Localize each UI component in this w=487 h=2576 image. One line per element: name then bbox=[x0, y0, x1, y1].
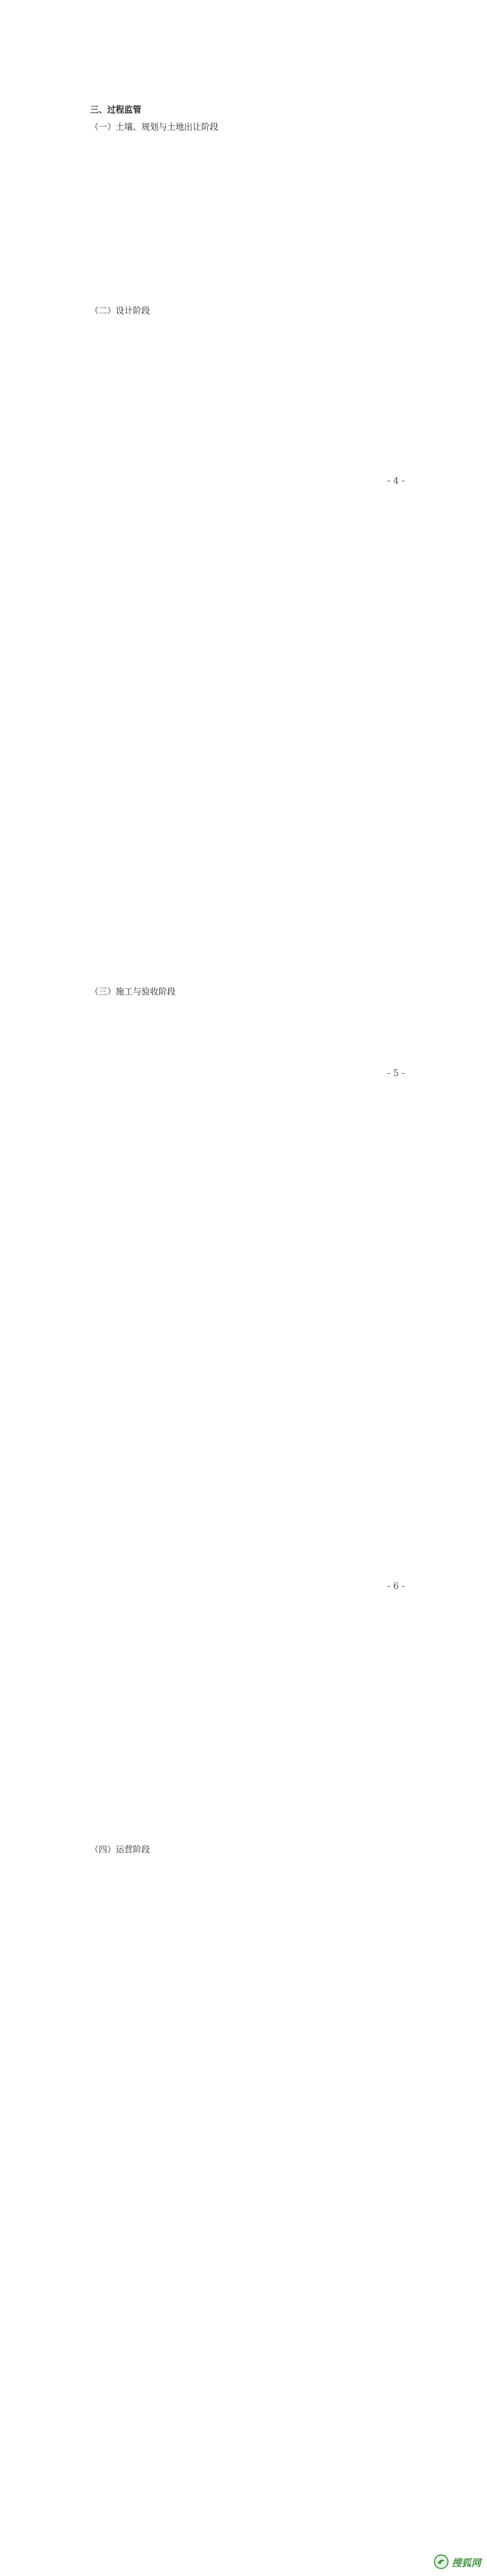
heading-text: （四）运营阶段 bbox=[90, 1844, 150, 1855]
sohu-logo-icon bbox=[434, 2554, 449, 2569]
page-number: - 4 - bbox=[387, 475, 405, 486]
watermark bbox=[434, 2554, 481, 2570]
heading-text: （一）土壤、规划与土地出让阶段 bbox=[90, 121, 218, 132]
heading-operation-stage bbox=[0, 1843, 487, 1857]
page-5-sheet bbox=[0, 576, 487, 1093]
heading-text: （二）设计阶段 bbox=[90, 305, 150, 316]
heading-text: （三）施工与验收阶段 bbox=[90, 986, 176, 997]
page-4-sheet bbox=[0, 0, 487, 576]
watermark-text: 搜狐网 bbox=[451, 2557, 481, 2569]
page-number: - 6 - bbox=[387, 1581, 405, 1591]
heading-design-stage bbox=[0, 304, 487, 318]
page-7-sheet bbox=[0, 1618, 487, 2576]
heading-text: 三、过程监管 bbox=[90, 104, 142, 115]
page-number: - 5 - bbox=[387, 1068, 405, 1078]
heading-process-supervision bbox=[0, 103, 487, 117]
heading-construction-stage bbox=[0, 985, 487, 999]
heading-land-stage bbox=[0, 121, 487, 134]
page-6-sheet bbox=[0, 1093, 487, 1618]
